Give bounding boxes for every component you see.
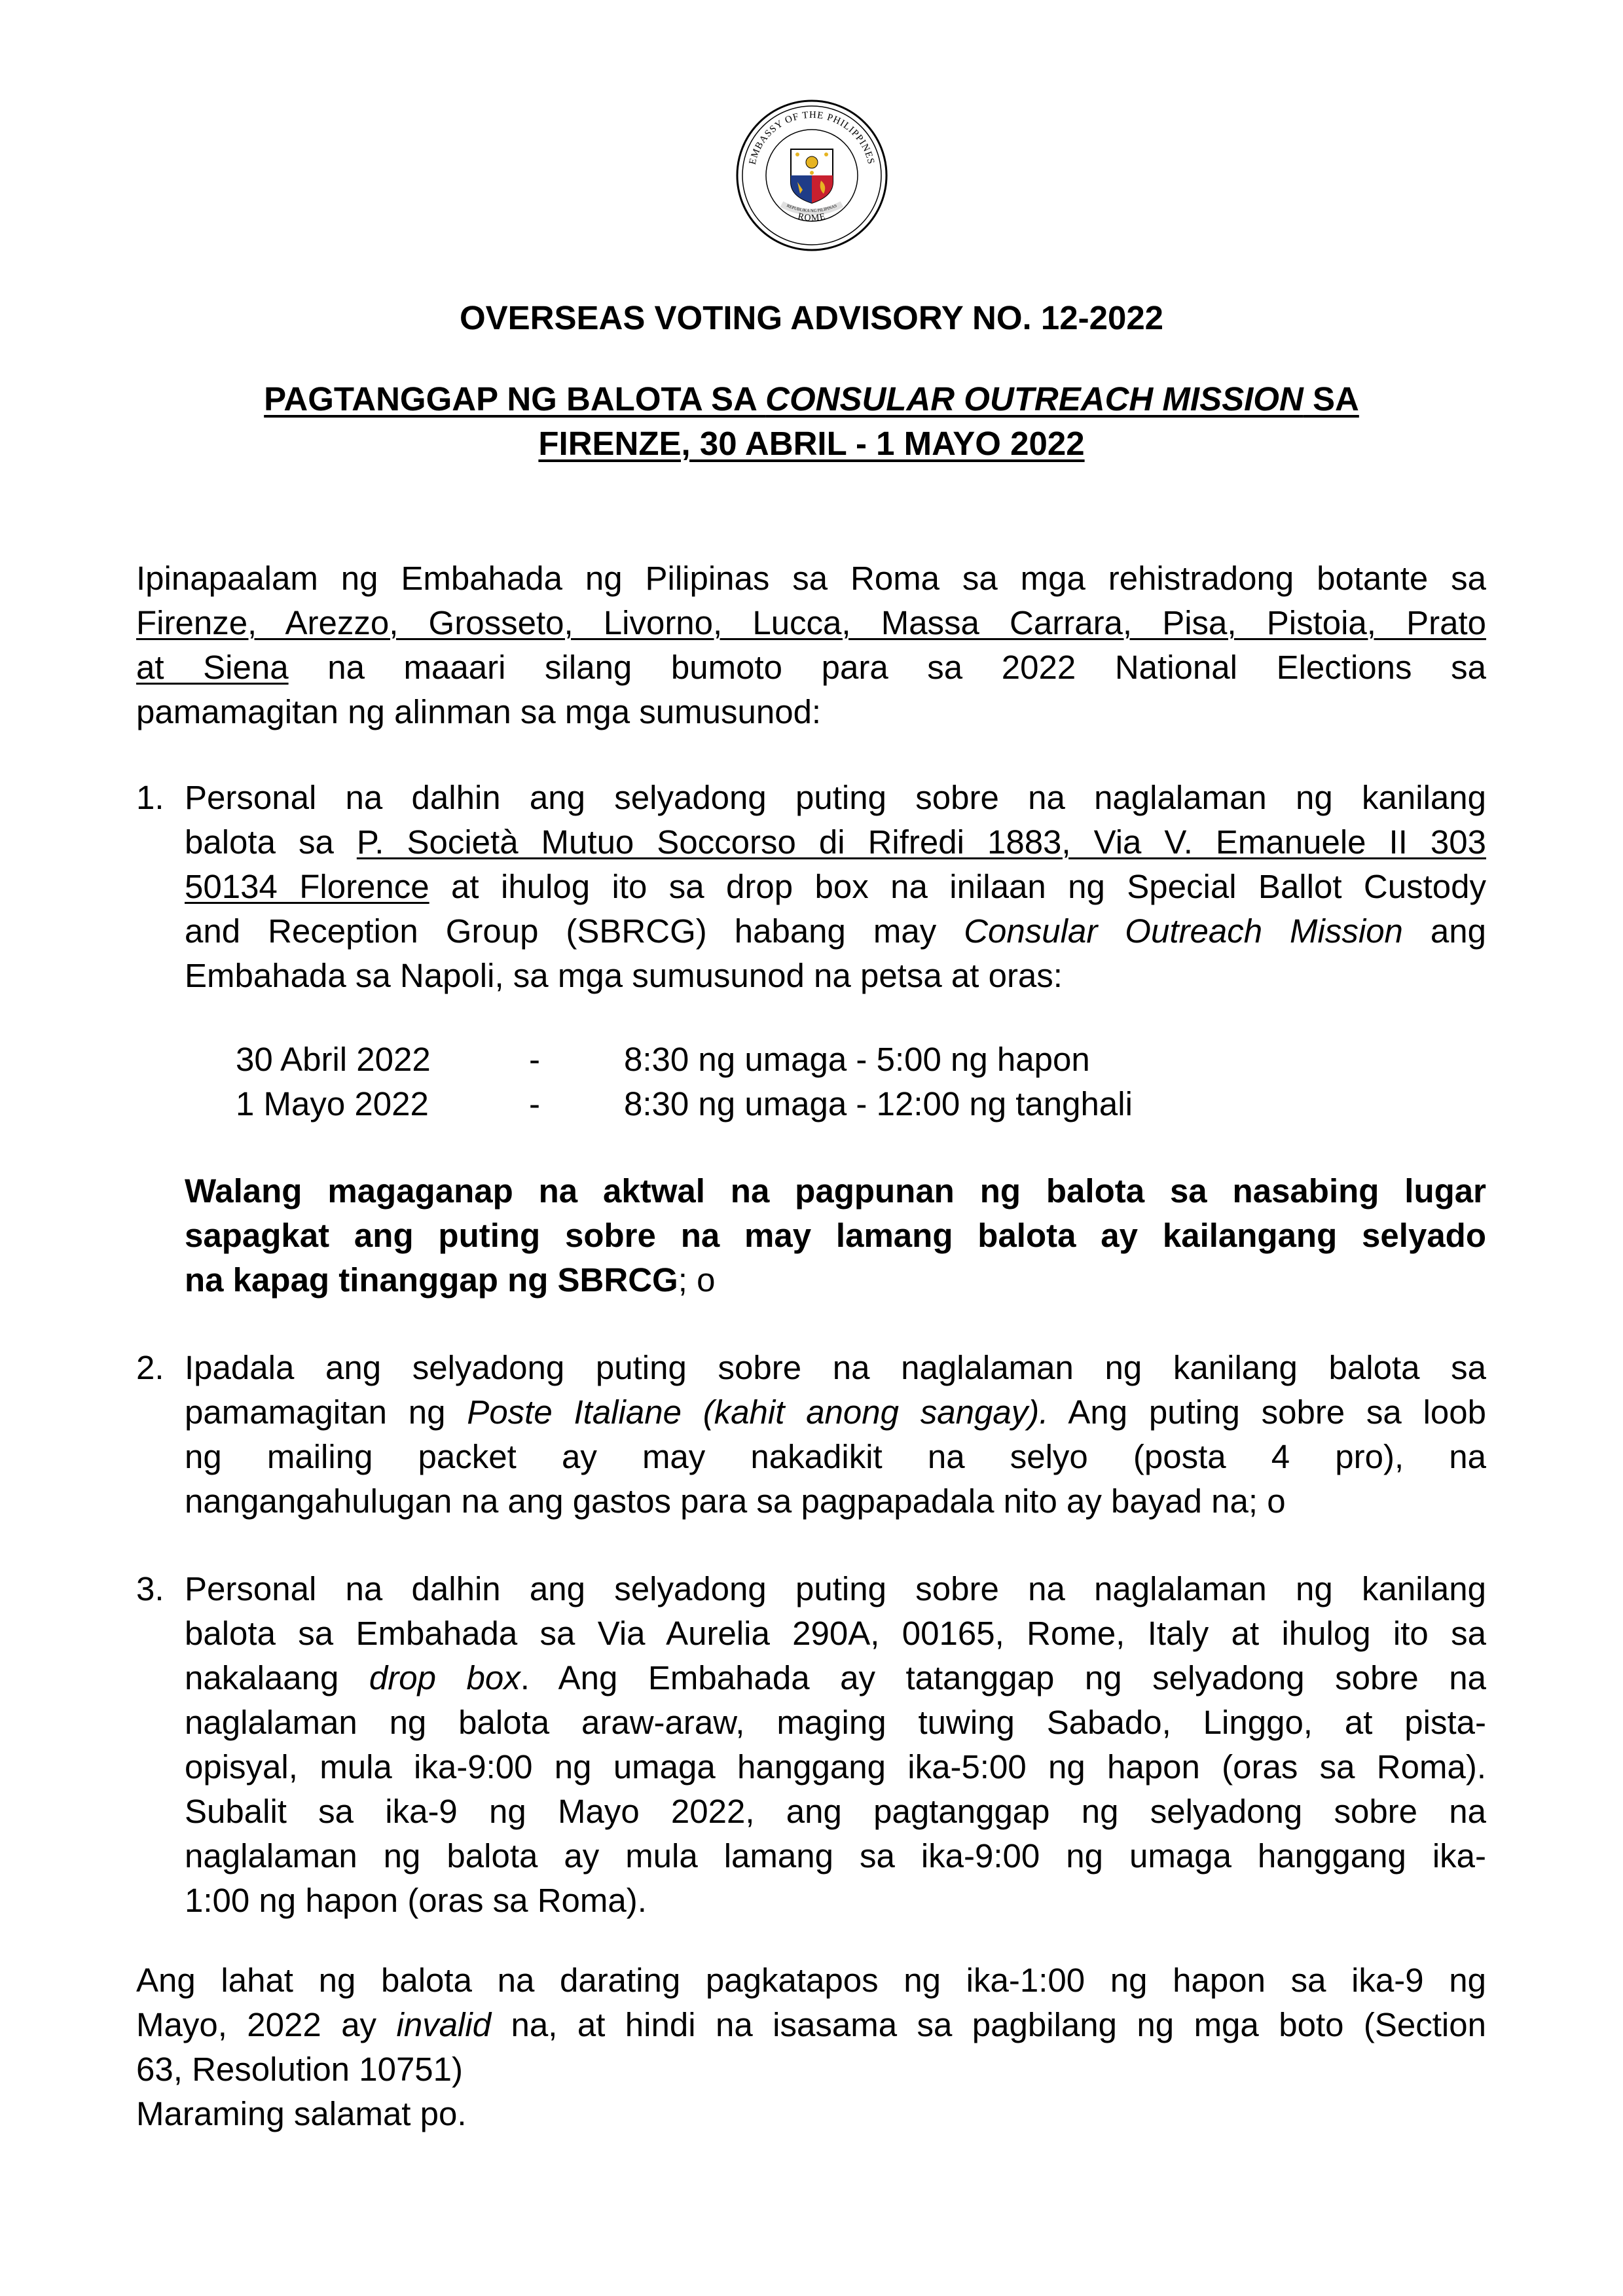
embassy-seal-logo: [735, 98, 889, 253]
item1-text: balota sa: [185, 823, 357, 861]
thanks-text: Maraming salamat po.: [136, 2095, 467, 2132]
intro-line: Ipinapaalam ng Embahada ng Pilipinas sa Roma sa mga rehistradong botante sa: [136, 560, 1486, 597]
seal-ribbon-text: REPUBLIKA NG PILIPINAS: [786, 203, 838, 214]
item3-line: opisyal, mula ika-9:00 ng umaga hanggang ika-5:00 ng hapon (oras sa Roma).: [185, 1748, 1486, 1785]
subtitle-line-1: [0, 377, 1623, 422]
item2-line: [185, 1390, 1486, 1435]
intro-places: Firenze, Arezzo, Grosseto, Livorno, Lucca, Massa Carrara, Pisa, Pistoia, Prato: [136, 604, 1486, 641]
schedule-time: 8:30 ng umaga - 5:00 ng hapon: [624, 1041, 1090, 1078]
item2-italic: Poste Italiane (kahit anong sangay).: [467, 1393, 1049, 1431]
item3-text: . Ang Embahada ay tatanggap ng selyadong sobre na: [520, 1659, 1486, 1696]
intro-line: [136, 601, 1486, 645]
closing-line: [136, 2003, 1486, 2047]
list-number-3: 3.: [136, 1570, 164, 1607]
shield-icon: [791, 149, 833, 203]
intro-text: na maaari silang bumoto para sa 2022 National Elections sa: [288, 649, 1486, 686]
note-line: [185, 1258, 1486, 1302]
item2-text: pamamagitan ng: [185, 1393, 467, 1431]
closing-text: Mayo, 2022 ay: [136, 2006, 397, 2043]
item1-line: [185, 865, 1486, 909]
seal-top-text: EMBASSY OF THE PHILIPPINES: [747, 109, 877, 166]
note-suffix: ; o: [678, 1261, 716, 1299]
list-item-2: [185, 1346, 1486, 1524]
note-line: sapagkat ang puting sobre na may lamang balota ay kailangang selyado: [185, 1217, 1486, 1254]
closing-italic: invalid: [396, 2006, 492, 2043]
item3-line: naglalaman ng balota ay mula lamang sa ika-9:00 ng umaga hanggang ika-: [185, 1837, 1486, 1874]
note-line: Walang magaganap na aktwal na pagpunan ng balota sa nasabing lugar: [185, 1172, 1486, 1210]
note-bold-end: na kapag tinanggap ng SBRCG: [185, 1261, 678, 1299]
subtitle-part-a: PAGTANGGAP NG BALOTA SA: [264, 380, 766, 418]
item2-line: Ipadala ang selyadong puting sobre na naglalaman ng kanilang balota sa: [185, 1349, 1486, 1386]
item1-line: Personal na dalhin ang selyadong puting sobre na naglalaman ng kanilang: [185, 779, 1486, 816]
list-item-3: [185, 1567, 1486, 1923]
item3-line: [185, 1656, 1486, 1700]
item1-address: P. Società Mutuo Soccorso di Rifredi 1883, Via V. Emanuele II 303: [356, 823, 1486, 861]
schedule-separator: -: [529, 1085, 540, 1122]
item2-line: nangangahulugan na ang gastos para sa pagpapadala nito ay bayad na; o: [185, 1482, 1286, 1520]
item1-italic: Consular Outreach Mission: [964, 912, 1403, 950]
closing-text: na, at hindi na isasama sa pagbilang ng mga boto (Section: [491, 2006, 1486, 2043]
item3-text: nakalaang: [185, 1659, 369, 1696]
list-number-2: 2.: [136, 1349, 164, 1386]
subtitle-part-b: CONSULAR OUTREACH MISSION: [765, 380, 1304, 418]
item1-line: [185, 909, 1486, 954]
intro-paragraph: [136, 556, 1486, 734]
closing-line: Ang lahat ng balota na darating pagkatapos ng ika-1:00 ng hapon sa ika-9 ng: [136, 1962, 1486, 1999]
closing-line: 63, Resolution 10751): [136, 2051, 464, 2088]
schedule-date: 30 Abril 2022: [236, 1041, 431, 1078]
item1-bold-note: [185, 1169, 1486, 1302]
item1-text: ang: [1402, 912, 1486, 950]
closing-paragraph: [136, 1958, 1486, 2092]
thanks-line: [136, 2092, 1486, 2136]
intro-places-end: at Siena: [136, 649, 289, 686]
list-number-1: 1.: [136, 779, 164, 816]
advisory-number-heading: OVERSEAS VOTING ADVISORY NO. 12-2022: [459, 299, 1164, 336]
item1-address-end: 50134 Florence: [185, 868, 429, 905]
item1-line: [185, 820, 1486, 865]
subtitle-part-c: SA: [1303, 380, 1359, 418]
item1-line: Embahada sa Napoli, sa mga sumusunod na petsa at oras:: [185, 957, 1063, 994]
item3-line: 1:00 ng hapon (oras sa Roma).: [185, 1882, 647, 1919]
intro-line: pamamagitan ng alinman sa mga sumusunod:: [136, 693, 822, 730]
item2-line: ng mailing packet ay may nakadikit na selyo (posta 4 pro), na: [185, 1438, 1486, 1475]
item3-line: balota sa Embahada sa Via Aurelia 290A, 00165, Rome, Italy at ihulog ito sa: [185, 1615, 1486, 1652]
schedule-separator: -: [529, 1041, 540, 1078]
item3-line: Personal na dalhin ang selyadong puting sobre na naglalaman ng kanilang: [185, 1570, 1486, 1607]
item1-text: and Reception Group (SBRCG) habang may: [185, 912, 964, 950]
item3-italic: drop box: [369, 1659, 520, 1696]
schedule-date: 1 Mayo 2022: [236, 1085, 429, 1122]
list-item-1: [185, 776, 1486, 998]
intro-line: [136, 645, 1486, 690]
schedule-time: 8:30 ng umaga - 12:00 ng tanghali: [624, 1085, 1133, 1122]
item3-line: naglalaman ng balota araw-araw, maging tuwing Sabado, Linggo, at pista-: [185, 1704, 1486, 1741]
seal-bottom-text: ROME: [797, 211, 827, 224]
item3-line: Subalit sa ika-9 ng Mayo 2022, ang pagtanggap ng selyadong sobre na: [185, 1793, 1486, 1830]
item2-text: Ang puting sobre sa loob: [1048, 1393, 1486, 1431]
item1-text: at ihulog ito sa drop box na inilaan ng Special Ballot Custody: [429, 868, 1486, 905]
subtitle-line-2: FIRENZE, 30 ABRIL - 1 MAYO 2022: [538, 425, 1085, 462]
